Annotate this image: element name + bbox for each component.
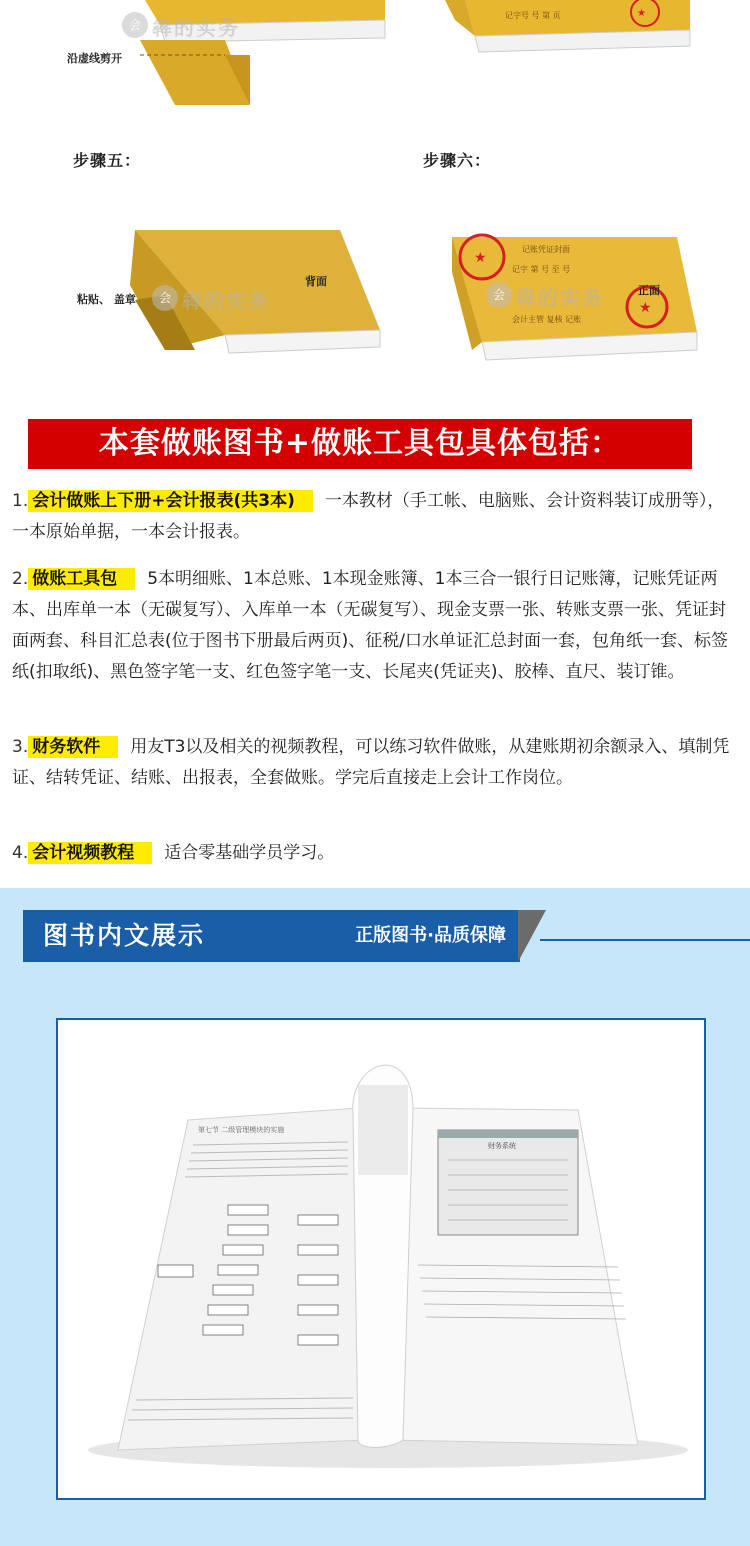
cut-label: 沿虚线剪开: [67, 52, 122, 65]
open-book-image: [58, 1020, 704, 1498]
svg-text:记字号 号 第 页: 记字号 号 第 页: [505, 11, 561, 20]
watermark: 犇的实务: [182, 289, 270, 313]
watermark: 犇的实务: [516, 286, 604, 310]
svg-text:财务系统: 财务系统: [488, 1142, 516, 1150]
svg-text:第七节 二级管理模块的实施: 第七节 二级管理模块的实施: [198, 1126, 285, 1134]
item-text: 一本教材（手工帐、电脑账、会计资料装订成册等），一本原始单据，一本会计报表。: [12, 491, 725, 542]
section-header: [23, 910, 520, 962]
svg-text:★: ★: [639, 300, 652, 316]
header-notch: [518, 910, 546, 962]
list-item: 3. 财务软件 用友T3以及相关的视频教程，可以练习软件做账，从建账期初余额录入、填制凭证、结转凭证、结账、出报表，全套做账。学完后直接走上会计工作岗位。: [12, 737, 730, 788]
front-label: 正面: [638, 284, 660, 297]
item-highlight: 会计视频教程: [28, 842, 152, 864]
svg-text:记字 第 号 至 号: 记字 第 号 至 号: [512, 265, 571, 274]
item-highlight: 会计做账上下册+会计报表(共3本): [28, 490, 313, 512]
list-item: 4. 会计视频教程 适合零基础学员学习。: [12, 843, 335, 863]
list-item: 2. 做账工具包 5本明细账、1本总账、1本现金账簿、1本三合一银行日记账簿，记账凭证两本、出库单一本（无碳复写）、入库单一本（无碳复写）、现金支票一张、转账支票一张、凭证封面两套、科目汇总表(位于图书下册最后两页)、征税/口水单证汇总封面一套，包角纸一套、标签纸(扣取纸)、黑色签字笔一支、红色签字笔一支、长尾夹(凭证夹)、胶棒、直尺、装订锥。: [12, 569, 728, 682]
item-text: 用友T3以及相关的视频教程，可以练习软件做账，从建账期初余额录入、填制凭证、结转凭证、结账、出报表，全套做账。学完后直接走上会计工作岗位。: [12, 737, 730, 788]
steps-section: [0, 0, 750, 400]
book-preview-section: [0, 888, 750, 1546]
header-rule: [540, 939, 750, 941]
step6-label: 步骤六：: [423, 151, 492, 170]
item-highlight: 做账工具包: [28, 568, 135, 590]
watermark-mark: 会: [152, 285, 178, 311]
list-item: 1. 会计做账上下册+会计报表(共3本) 一本教材（手工帐、电脑账、会计资料装订成册等），一本原始单据，一本会计报表。: [12, 491, 725, 542]
paste-label: 粘贴、 盖章: [77, 293, 136, 306]
item-text: 适合零基础学员学习。: [164, 843, 335, 863]
watermark-mark: 会: [122, 12, 148, 38]
watermark: 犇的实务: [152, 16, 240, 40]
svg-text:记账凭证封面: 记账凭证封面: [522, 245, 570, 254]
item-text: 5本明细账、1本总账、1本现金账簿、1本三合一银行日记账簿，记账凭证两本、出库单一本（无碳复写）、入库单一本（无碳复写）、现金支票一张、转账支票一张、凭证封面两套、科目汇总表(位于图书下册最后两页)、征税/口水单证汇总封面一套，包角纸一套、标签纸(扣取纸)、黑色签字笔一支、红色签字笔一支、长尾夹(凭证夹)、胶棒、直尺、装订锥。: [12, 569, 728, 682]
section-title: 图书内文展示: [43, 921, 206, 950]
item-highlight: 财务软件: [28, 736, 118, 758]
step5-label: 步骤五：: [73, 151, 142, 170]
svg-text:★: ★: [474, 250, 487, 266]
package-banner: [28, 419, 692, 469]
section-subtitle: 正版图书·品质保障: [355, 925, 506, 946]
svg-text:会计主管 复核 记账: 会计主管 复核 记账: [512, 315, 582, 324]
stamped-book-illustration-top: [445, 0, 695, 56]
svg-text:★: ★: [637, 8, 646, 19]
book-image-frame: [56, 1018, 706, 1500]
watermark-mark: 会: [486, 282, 512, 308]
back-label: 背面: [305, 275, 327, 288]
banner-title: 本套做账图书+做账工具包具体包括：: [98, 426, 622, 461]
